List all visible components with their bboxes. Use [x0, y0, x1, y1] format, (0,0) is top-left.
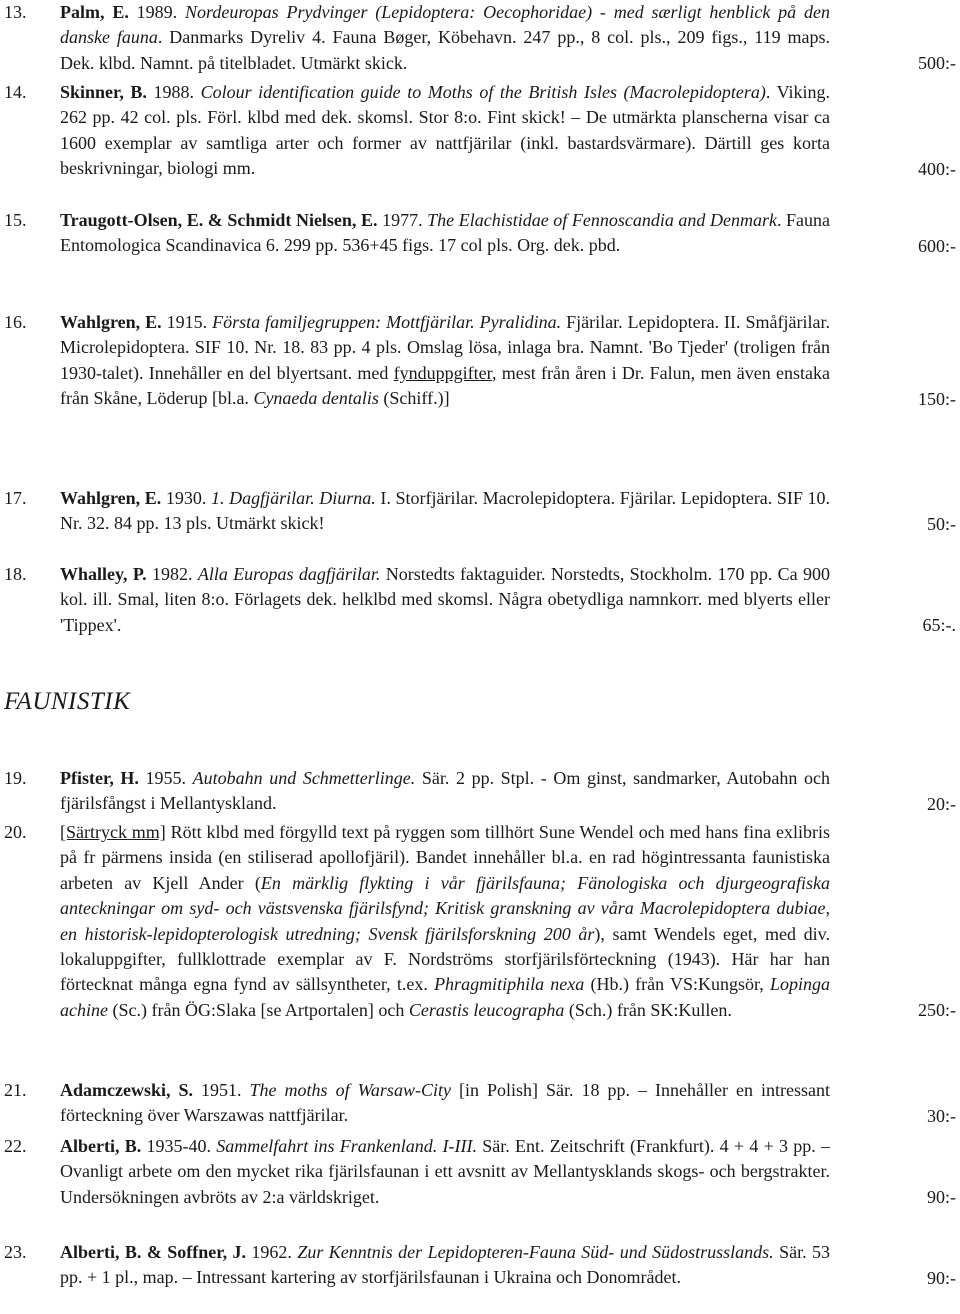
- entry-author: Whalley, P.: [60, 564, 147, 584]
- entry-text: [60, 820, 830, 1023]
- entry-title: Alla Europas dagfjärilar.: [197, 564, 381, 584]
- entry-price: 250:-: [918, 999, 956, 1020]
- entry-author: Traugott-Olsen, E. & Schmidt Nielsen, E.: [60, 210, 378, 230]
- entry-text: [60, 1240, 830, 1291]
- entry-author: Alberti, B. & Soffner, J.: [60, 1242, 246, 1262]
- entry-price: 500:-: [918, 52, 956, 73]
- entry-detail: I. Storfjärilar. Macrolepidoptera. Fjärilar. Lepidoptera. SIF 10. Nr. 32. 84 pp. 13 pls. Utmärkt skick!: [60, 488, 830, 534]
- catalog-entry: [4, 486, 956, 537]
- catalog-entry: [4, 0, 956, 76]
- entry-title: Nordeuropas Prydvinger (Lepidoptera: Oecophoridae) - med særligt henblick på den danske fauna: [60, 2, 830, 48]
- entry-text: [60, 562, 830, 638]
- entry-number: 16.: [4, 312, 27, 332]
- entry-title: Första familjegruppen: Mottfjärilar. Pyralidina.: [212, 312, 562, 332]
- entry-number: 22.: [4, 1136, 27, 1156]
- entry-title: Sammelfahrt ins Frankenland. I-III.: [216, 1136, 477, 1156]
- entry-detail: 1951.: [193, 1080, 250, 1100]
- entry-price: 150:-: [918, 388, 956, 409]
- entry-detail: 1982.: [146, 564, 198, 584]
- entry-price: 20:-: [927, 793, 956, 814]
- entry-number: 15.: [4, 210, 27, 230]
- entry-text: [60, 208, 830, 259]
- entry-number: 14.: [4, 82, 27, 102]
- entry-author: Wahlgren, E.: [60, 312, 162, 332]
- entry-price: 600:-: [918, 235, 956, 256]
- entry-detail: Rött klbd med förgylld text på ryggen som tillhört Sune Wendel och med hans fina exlibris på fr pärmens insida (en stiliserad apollofjäril). Bandet innehåller bl.a. en rad högintressanta faunistiska arbeten av Kjell Ander (: [60, 822, 830, 893]
- entry-detail: 1955.: [138, 768, 193, 788]
- entry-detail: Sär. 2 pp. Stpl. - Om ginst, sandmarker, Autobahn och fjärilsfångst i Mellantyskland.: [60, 768, 830, 814]
- entry-detail: Sär. Ent. Zeitschrift (Frankfurt). 4 + 4 + 3 pp. – Ovanligt arbete om den mycket rika fjärilsfaunan i ett avsnitt av Mellantysklands skogs- och bergstrakter. Undersökningen avbröts av 2:a världskriget.: [60, 1136, 830, 1207]
- entry-number: 20.: [4, 822, 27, 842]
- entry-title: Colour identification guide to Moths of the British Isles (Macrolepidoptera): [200, 82, 766, 102]
- entry-detail: 1962.: [245, 1242, 298, 1262]
- entry-detail: Fjärilar. Lepidoptera. II. Småfjärilar. Microlepidoptera. SIF 10. Nr. 18. 83 pp. 4 pls. Omslag lösa, inlaga bra. Namnt. 'Bo Tjeder' (troligen från 1930-talet). Innehåller en del blyertsant. med: [60, 312, 831, 383]
- entry-author: Skinner, B.: [60, 82, 147, 102]
- entry-detail: [in Polish] Sär. 18 pp. – Innehåller en intressant förteckning över Warszawas nattfjärilar.: [60, 1080, 831, 1126]
- entry-title: Cerastis leucographa: [408, 999, 565, 1020]
- catalog-entry: [4, 1134, 956, 1210]
- entry-text: [60, 310, 830, 412]
- catalog-entry: [4, 562, 956, 638]
- entry-number: 19.: [4, 768, 27, 788]
- entry-title: The moths of Warsaw-City: [249, 1080, 451, 1100]
- entry-price: 400:-: [918, 158, 956, 179]
- entry-detail: ), samt Wendels eget, med div. lokaluppgifter, fullklottrade exemplar av F. Nordströms storfjärilsförteckning (1943). Här har han förtecknat många egna fynd av sällsyntheter, t.ex.: [60, 923, 830, 995]
- entry-detail: Sär. 53 pp. + 1 pl., map. – Intressant kartering av storfjärilsfaunan i Ukraina och Donområdet.: [60, 1242, 831, 1288]
- entry-text: [60, 80, 830, 182]
- entry-detail: 1930.: [161, 488, 212, 508]
- entry-author: Pfister, H.: [60, 768, 139, 788]
- entry-number: 17.: [4, 488, 27, 508]
- entry-author: Wahlgren, E.: [60, 488, 162, 508]
- entry-detail: . Danmarks Dyreliv 4. Fauna Bøger, Köbehavn. 247 pp., 8 col. pls., 209 figs., 119 maps. Dek. klbd. Namnt. på titelbladet. Utmärkt skick.: [60, 27, 830, 73]
- catalog-entry: [4, 1240, 956, 1291]
- entry-title: The Elachistidae of Fennoscandia and Denmark: [427, 210, 777, 230]
- entry-price: 90:-: [927, 1267, 956, 1288]
- entry-detail: Norstedts faktaguider. Norstedts, Stockholm. 170 pp. Ca 900 kol. ill. Smal, liten 8:o. Förlagets dek. helklbd med skomsl. Några obetydliga namnkorr. med blyerts eller 'Tippex'.: [60, 564, 831, 635]
- entry-price: 90:-: [927, 1186, 956, 1207]
- entry-detail: (Schiff.)]: [378, 388, 450, 409]
- entry-title: Lopinga achine: [60, 974, 830, 1020]
- catalog-entry: [4, 208, 956, 259]
- entry-author: Adamczewski, S.: [60, 1080, 194, 1100]
- entry-number: 23.: [4, 1242, 27, 1262]
- entry-number: 18.: [4, 564, 27, 584]
- entry-title: En märklig flykting i vår fjärilsfauna; Fänologiska och djurgeografiska anteckningar om syd- och västsvenska fjärilsfynd; Kritisk granskning av våra Macrolepidoptera dubiae, en historisk-lepidopterologisk utredning; Svensk fjärilsforskning 200 år: [60, 872, 830, 944]
- entry-price: 65:-.: [922, 614, 956, 635]
- entry-title: Cynaeda dentalis: [253, 388, 379, 409]
- entry-number: 21.: [4, 1080, 27, 1100]
- catalog-entry: [4, 766, 956, 817]
- entry-detail: 1988.: [146, 82, 201, 102]
- entry-detail: 1935-40.: [141, 1136, 217, 1156]
- entry-price: 30:-: [927, 1105, 956, 1126]
- entry-text: [60, 0, 830, 76]
- entry-detail: (Hb.) från VS:Kungsör,: [584, 974, 770, 995]
- entry-number: 13.: [4, 2, 27, 22]
- entry-detail: 1989.: [128, 2, 185, 22]
- entry-detail: fynduppgifter: [393, 362, 492, 383]
- entry-title: Phragmitiphila nexa: [434, 974, 585, 995]
- entry-detail: 1977.: [377, 210, 428, 230]
- entry-price: 50:-: [927, 513, 956, 534]
- entry-title: Zur Kenntnis der Lepidopteren-Fauna Süd- und Südostrusslands.: [297, 1242, 774, 1262]
- entry-text: [60, 766, 830, 817]
- entry-title: Autobahn und Schmetterlinge.: [192, 768, 416, 788]
- section-title: FAUNISTIK: [4, 688, 131, 715]
- entry-detail: . Viking. 262 pp. 42 col. pls. Förl. klbd med dek. skomsl. Stor 8:o. Fint skick! – De utmärkta planscherna visar ca 1600 exemplar av samtliga arter och former av nattfjärilar (inkl. bastardsvärmare). Därtill ges korta beskrivningar, biologi mm.: [60, 82, 830, 179]
- entry-detail: (Sc.) från ÖG:Slaka [se Artportalen] och: [107, 999, 409, 1020]
- entry-text: [60, 486, 830, 537]
- entry-detail: (Sch.) från SK:Kullen.: [564, 999, 732, 1020]
- entry-detail: , mest från åren i Dr. Falun, men även enstaka från Skåne, Löderup [bl.a.: [60, 362, 830, 409]
- entry-detail: [Särtryck mm]: [60, 822, 166, 842]
- entry-text: [60, 1134, 830, 1210]
- entry-author: Alberti, B.: [60, 1136, 142, 1156]
- catalog-entry: [4, 310, 956, 412]
- catalog-entry: [4, 1078, 956, 1129]
- entry-detail: 1915.: [161, 312, 213, 332]
- catalog-entry: [4, 820, 956, 1023]
- entry-author: Palm, E.: [60, 2, 129, 22]
- entry-detail: . Fauna Entomologica Scandinavica 6. 299 pp. 536+45 figs. 17 col pls. Org. dek. pbd.: [60, 210, 830, 256]
- catalog-entry: [4, 80, 956, 182]
- entry-title: 1. Dagfjärilar. Diurna.: [211, 488, 376, 508]
- entry-text: [60, 1078, 830, 1129]
